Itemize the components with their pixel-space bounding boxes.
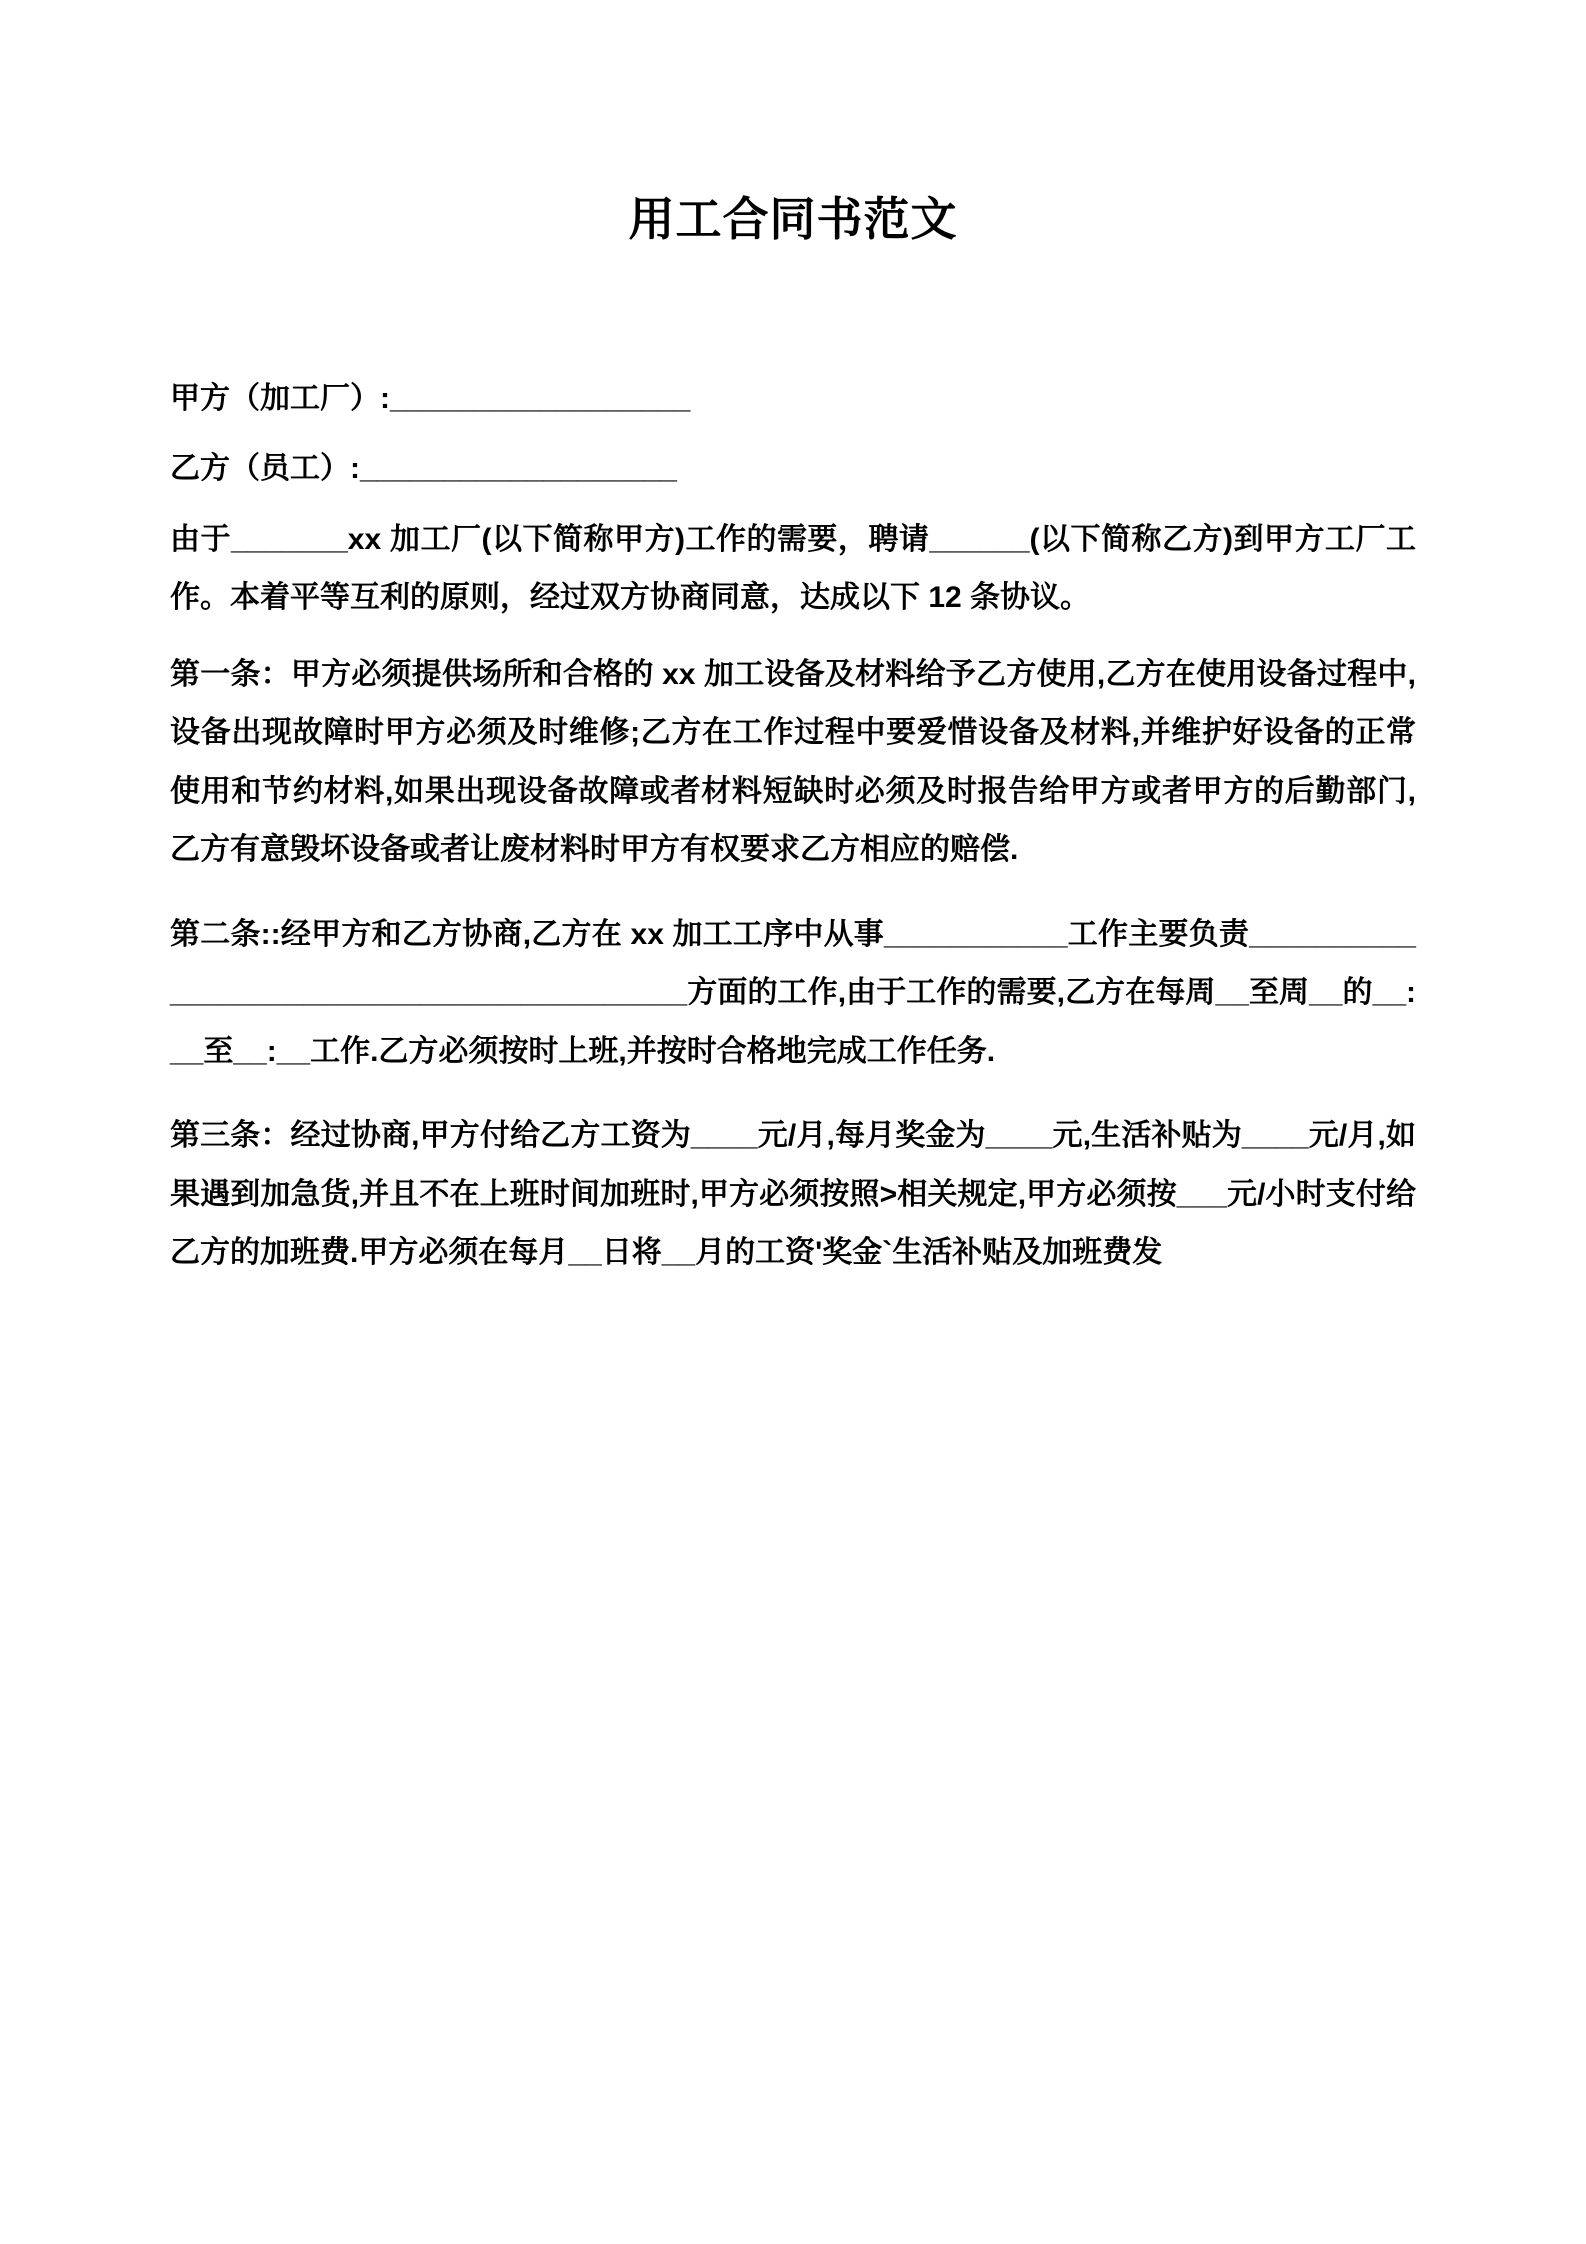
paragraph-article-3: 第三条：经过协商,甲方付给乙方工资为____元/月,每月奖金为____元,生活补贴为____元/月,如果遇到加急货,并且不在上班时间加班时,甲方必须按照>相关规定,甲方必须按___元/小时支付给乙方的加班费.甲方必须在每月__日将__月的工资'奖金`生活补贴及加班费发 <box>170 1119 1416 1270</box>
paragraph-article-2: 第二条::经甲方和乙方协商,乙方在 xx 加工工序中从事___________工作主要负责_________________________________________方面的工作,由于工作的需要,乙方在每周__至周__的__:__至__:__工作.乙方必须按时上班,并按时合格地完成工作任务. <box>170 917 1416 1068</box>
paragraph-party-a: 甲方（加工厂）:__________________ <box>170 381 691 415</box>
paragraph-party-b: 乙方（员工）:___________________ <box>170 452 677 486</box>
document-body <box>170 370 1416 1283</box>
paragraph-article-1: 第一条：甲方必须提供场所和合格的 xx 加工设备及材料给予乙方使用,乙方在使用设备过程中,设备出现故障时甲方必须及时维修;乙方在工作过程中要爱惜设备及材料,并维护好设备的正常使用和节约材料,如果出现设备故障或者材料短缺时必须及时报告给甲方或者甲方的后勤部门,乙方有意毁坏设备或者让废材料时甲方有权要求乙方相应的赔偿. <box>170 657 1416 867</box>
page-title: 用工合同书范文 <box>628 193 958 245</box>
paragraph-preamble: 由于_______xx 加工厂(以下简称甲方)工作的需要，聘请______(以下简称乙方)到甲方工厂工作。本着平等互利的原则，经过双方协商同意，达成以下 12 条协议。 <box>170 522 1416 615</box>
